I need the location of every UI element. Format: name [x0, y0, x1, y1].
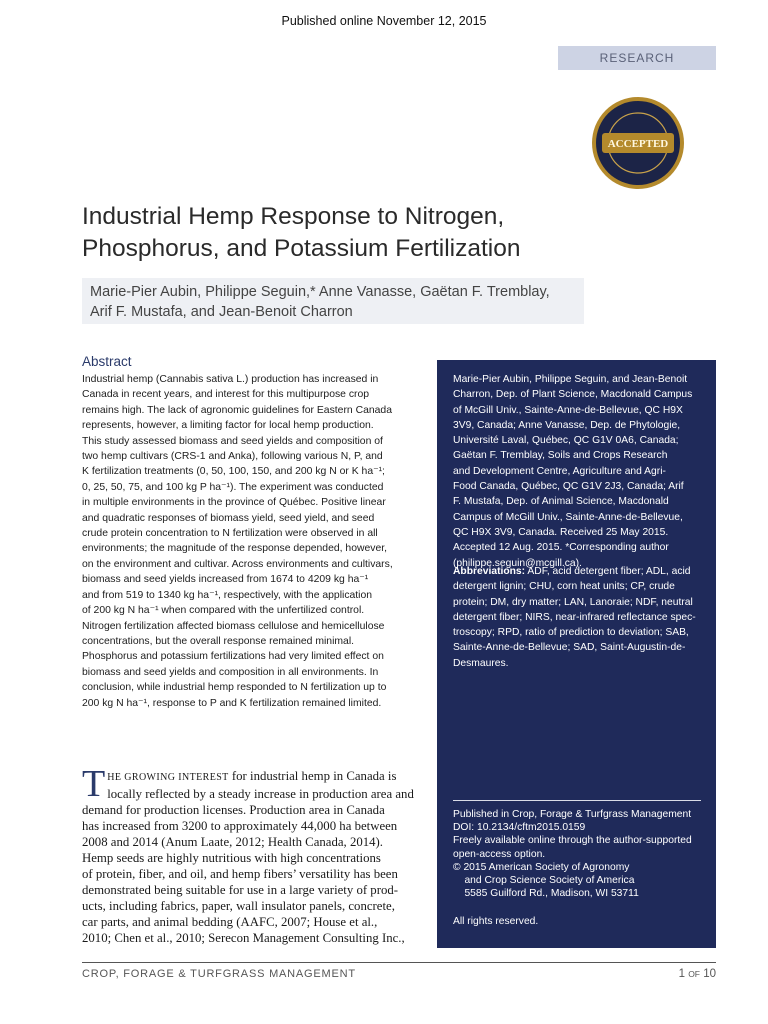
affiliation-line: Marie-Pier Aubin, Philippe Seguin, and Jean-Benoit — [453, 374, 688, 385]
affiliations — [453, 372, 708, 571]
small-caps-lead: HE GROWING INTEREST — [107, 772, 229, 783]
abstract-line: remains high. The lack of agronomic guidelines for Eastern Canada — [82, 404, 392, 416]
affiliation-line: and Development Centre, Agriculture and Agri- — [453, 465, 666, 477]
author-list — [82, 278, 584, 324]
affiliation-line: 3V9, Canada; Anne Vanasse, Dep. de Phytologie, — [453, 419, 681, 431]
body-line: demonstrated being suitable for use in a large variety of prod- — [82, 883, 399, 897]
section-tag: RESEARCH — [558, 46, 716, 70]
author-line: Marie-Pier Aubin, Philippe Seguin,* Anne Vanasse, Gaëtan F. Tremblay, — [90, 284, 550, 300]
pub-info-line: and Crop Science Society of America — [453, 875, 635, 887]
footer-divider — [82, 962, 716, 963]
pub-info-line: Freely available online through the author-supported — [453, 835, 692, 847]
page-number — [660, 968, 716, 980]
affiliation-line: (philippe.seguin@mcgill.ca). — [453, 557, 582, 569]
page-total: 10 — [703, 968, 716, 980]
abstract-line: This study assessed biomass and seed yields and composition of — [82, 435, 383, 447]
doi-link[interactable]: DOI: 10.2134/cftm2015.0159 — [453, 822, 586, 834]
published-online-date: Published online November 12, 2015 — [281, 14, 487, 28]
body-line-rest: for industrial hemp in Canada is — [228, 769, 397, 783]
abstract-text — [82, 372, 422, 711]
body-line: car parts, and animal bedding (AAFC, 2007; House et al., — [82, 915, 378, 929]
abstract-line: 0, 25, 50, 75, and 100 kg P ha⁻¹). The experiment was conducted — [82, 481, 384, 493]
abbreviation-line: troscopy; RPD, ratio of prediction to deviation; SAB, — [453, 627, 689, 639]
abbreviation-line — [453, 564, 708, 579]
affiliation-line: Université Laval, Québec, QC G1V 0A6, Canada; — [453, 435, 679, 447]
info-sidebar — [437, 360, 716, 948]
body-line: has increased from 3200 to approximately 44,000 ha between — [82, 819, 398, 833]
abstract-line: environments; the magnitude of the response depended, however, — [82, 543, 387, 555]
body-line: ucts, including fabrics, paper, wall insulator panels, concrete, — [82, 899, 395, 913]
abstract-line: represents, however, a limiting factor for local hemp production. — [82, 420, 374, 432]
abbreviation-text: ADF, acid detergent fiber; ADL, acid — [525, 566, 691, 577]
abstract-line: and from 519 to 1340 kg ha⁻¹, respectively, with the application — [82, 589, 373, 601]
abstract-line: biomass and seed yields increased from 1674 to 4209 kg ha⁻¹ — [82, 574, 369, 586]
abstract-line: in multiple environments in the province of Québec. Positive linear — [82, 497, 386, 509]
page-current: 1 — [678, 968, 685, 980]
abbreviations — [453, 564, 708, 671]
abstract-line: concentrations, but the overall response remained minimal. — [82, 635, 355, 647]
abstract-line: Nitrogen fertilization affected biomass cellulose and hemicellulose — [82, 620, 385, 632]
abstract-line: 200 kg N ha⁻¹, response to P and K fertilization remained limited. — [82, 697, 382, 709]
sidebar-divider — [453, 800, 701, 801]
abstract-line: on the environment and cultivar. Across environments and cultivars, — [82, 558, 393, 570]
abstract-heading: Abstract — [82, 354, 132, 369]
author-line: Arif F. Mustafa, and Jean-Benoit Charron — [90, 304, 353, 320]
abstract-line: Canada in recent years, and interest for this multipurpose crop — [82, 389, 370, 401]
pub-info-line: open-access option. — [453, 848, 546, 860]
abbreviation-line: detergent fiber; NIRS, near-infrared reflectance spec- — [453, 611, 696, 623]
pub-info-line: © 2015 American Society of Agronomy — [453, 861, 630, 873]
affiliation-line: Charron, Dep. of Plant Science, Macdonald Campus — [453, 389, 693, 401]
body-line: of protein, fiber, and oil, and hemp fibers’ versatility has been — [82, 867, 398, 881]
abstract-line: of 200 kg N ha⁻¹ when compared with the unfertilized control. — [82, 605, 365, 617]
body-text — [82, 763, 427, 946]
abstract-line: conclusion, while industrial hemp responded to N fertilization up to — [82, 682, 387, 694]
publication-info — [453, 808, 708, 900]
abbreviation-line: Desmaures. — [453, 657, 509, 669]
affiliation-line: Gaëtan F. Tremblay, Soils and Crops Research — [453, 450, 668, 462]
pub-info-line: 5585 Guilford Rd., Madison, WI 53711 — [453, 888, 639, 900]
body-line: 2010; Chen et al., 2010; Serecon Management Consulting Inc., — [82, 931, 405, 945]
abstract-line: two hemp cultivars (CRS-1 and Anka), following various N, P, and — [82, 451, 383, 463]
drop-cap: T — [82, 763, 106, 805]
abbreviation-line: detergent lignin; CHU, corn heat units; CP, crude — [453, 581, 675, 593]
body-line: demand for production licenses. Production area in Canada — [82, 803, 385, 817]
title-line: Industrial Hemp Response to Nitrogen, — [82, 203, 505, 230]
page-of: OF — [688, 969, 700, 979]
body-line: locally reflected by a steady increase in production area and — [107, 787, 414, 801]
abstract-line: crude protein concentration to N fertilization were observed in all — [82, 528, 378, 540]
title-line: Phosphorus, and Potassium Fertilization — [82, 235, 521, 262]
pub-info-line: Published in Crop, Forage & Turfgrass Management — [453, 809, 692, 820]
affiliation-line: Campus of McGill Univ., Sainte-Anne-de-Bellevue, — [453, 511, 683, 523]
affiliation-line: Food Canada, Québec, QC G1V 2J3, Canada; Arif — [453, 481, 684, 493]
affiliation-line: Accepted 12 Aug. 2015. *Corresponding author — [453, 542, 669, 554]
body-line: Hemp seeds are highly nutritious with high concentrations — [82, 851, 381, 865]
body-line — [82, 768, 427, 786]
affiliation-line: F. Mustafa, Dep. of Animal Science, Macdonald — [453, 496, 669, 508]
abstract-line: Phosphorus and potassium fertilizations had very limited effect on — [82, 651, 384, 663]
affiliation-line: QC H9X 3V9, Canada. Received 25 May 2015. — [453, 526, 669, 538]
article-title — [82, 201, 642, 265]
seal-text: ACCEPTED — [607, 138, 669, 150]
affiliation-line: of McGill Univ., Sainte-Anne-de-Bellevue, QC H9X — [453, 404, 683, 416]
abstract-line: and quadratic responses of biomass yield, seed yield, and seed — [82, 512, 375, 524]
abbreviations-label: Abbreviations: — [453, 566, 526, 577]
body-line: 2008 and 2014 (Anum Laate, 2012; Health Canada, 2014). — [82, 835, 384, 849]
journal-name: CROP, FORAGE & TURFGRASS MANAGEMENT — [82, 968, 356, 980]
abbreviation-line: protein; DM, dry matter; LAN, Lanoraie; NDF, neutral — [453, 596, 693, 608]
abstract-line: biomass and seed yields and composition in all environments. In — [82, 666, 379, 678]
abbreviation-line: Sainte-Anne-de-Bellevue; SAD, Saint-Augustin-de- — [453, 642, 686, 654]
abstract-line: K fertilization treatments (0, 50, 100, 150, and 200 kg N or K ha⁻¹; — [82, 466, 385, 478]
accepted-seal-icon — [590, 95, 686, 191]
rights-statement: All rights reserved. — [453, 916, 539, 927]
abstract-line: Industrial hemp (Cannabis sativa L.) production has increased in — [82, 374, 379, 385]
